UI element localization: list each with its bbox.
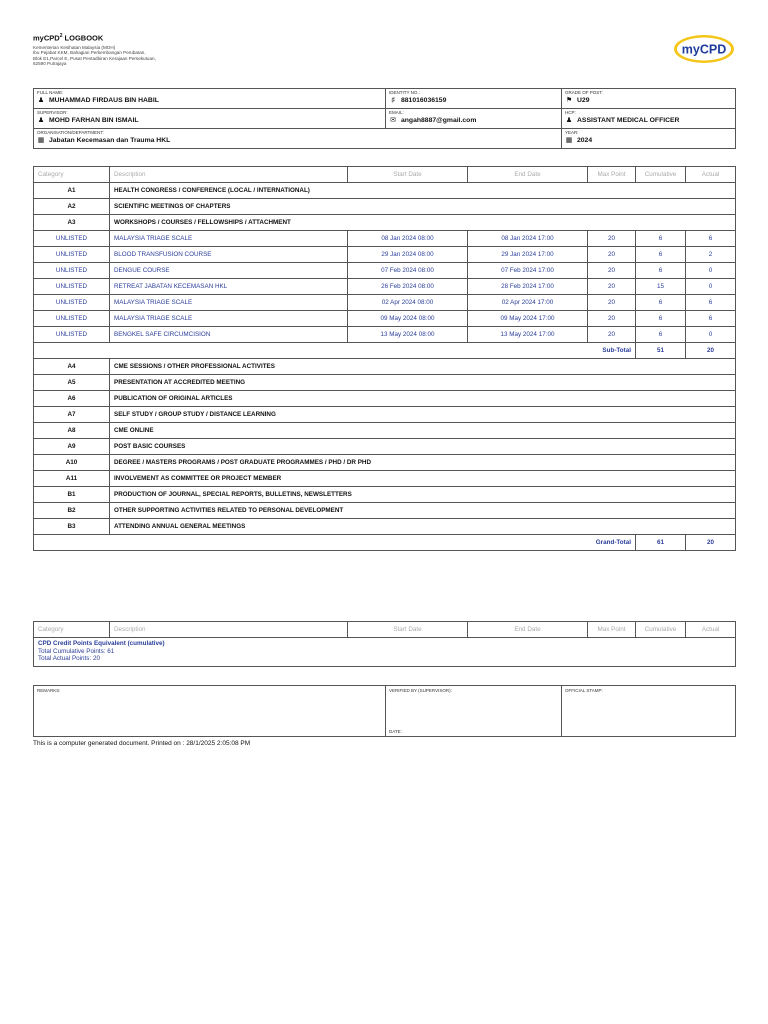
activity-end-date: 29 Jan 2024 17:00 — [468, 247, 588, 263]
activity-cumulative: 6 — [636, 263, 686, 279]
address-line: Ibu Pejabat KKM, Bahagian Perkembangan Perubatan, — [33, 50, 146, 56]
category-description: ATTENDING ANNUAL GENERAL MEETINGS — [110, 519, 736, 535]
grade-cell — [562, 89, 736, 109]
activity-max-point: 20 — [588, 263, 636, 279]
category-row — [34, 487, 736, 503]
category-description: CME ONLINE — [110, 423, 736, 439]
address-line: 62590 Putrajaya — [33, 61, 67, 67]
activity-start-date: 13 May 2024 08:00 — [348, 327, 468, 343]
activity-end-date: 28 Feb 2024 17:00 — [468, 279, 588, 295]
activity-max-point: 20 — [588, 295, 636, 311]
col-header-description: Description — [110, 622, 348, 638]
col-header-description: Description — [110, 167, 348, 183]
grandtotal-actual: 20 — [686, 535, 736, 551]
full-name-label: FULL NAME: — [37, 90, 64, 95]
hcp-cell — [562, 109, 736, 129]
category-row — [34, 407, 736, 423]
category-row — [34, 519, 736, 535]
personal-info-table — [33, 88, 736, 149]
grade-value: U29 — [577, 97, 590, 104]
activity-cumulative: 15 — [636, 279, 686, 295]
address-line: Blok E1,Parcel E, Pusat Pentadbiran Kerajaan Persekutuan, — [33, 55, 156, 61]
organisation-value: Jabatan Kecemasan dan Trauma HKL — [49, 137, 171, 144]
stamp-cell — [562, 686, 736, 737]
activity-category: UNLISTED — [34, 327, 110, 343]
activity-start-date: 02 Apr 2024 08:00 — [348, 295, 468, 311]
category-row — [34, 183, 736, 199]
col-header-actual: Actual — [686, 167, 736, 183]
mycpd-logo — [673, 34, 735, 64]
activity-category: UNLISTED — [34, 263, 110, 279]
col-header-cumulative: Cumulative — [636, 167, 686, 183]
category-description: OTHER SUPPORTING ACTIVITIES RELATED TO PERSONAL DEVELOPMENT — [110, 503, 736, 519]
year-value: 2024 — [577, 137, 593, 144]
category-code: A3 — [34, 215, 110, 231]
remarks-cell — [34, 686, 386, 737]
year-label: YEAR: — [565, 130, 579, 135]
col-header-end-date: End Date — [468, 622, 588, 638]
activity-description: DENGUE COURSE — [110, 263, 348, 279]
category-row — [34, 391, 736, 407]
building-icon: ▦ — [37, 137, 45, 144]
activity-row — [34, 327, 736, 343]
activity-category: UNLISTED — [34, 311, 110, 327]
activity-actual: 6 — [686, 231, 736, 247]
activity-actual: 6 — [686, 295, 736, 311]
grade-label: GRADE OF POST: — [565, 90, 603, 95]
activity-max-point: 20 — [588, 231, 636, 247]
col-header-max-point: Max Point — [588, 167, 636, 183]
col-header-actual: Actual — [686, 622, 736, 638]
subtotal-cumulative: 51 — [636, 343, 686, 359]
activity-end-date: 13 May 2024 17:00 — [468, 327, 588, 343]
flag-icon: ⚑ — [565, 97, 573, 104]
category-code: A2 — [34, 199, 110, 215]
category-code: A8 — [34, 423, 110, 439]
col-header-category: Category — [34, 167, 110, 183]
person-icon: ♟ — [565, 117, 573, 124]
category-code: A6 — [34, 391, 110, 407]
category-code: A11 — [34, 471, 110, 487]
category-code: A5 — [34, 375, 110, 391]
activity-row — [34, 263, 736, 279]
full-name-value: MUHAMMAD FIRDAUS BIN HABIL — [49, 97, 159, 104]
category-code: B1 — [34, 487, 110, 503]
activity-description: BLOOD TRANSFUSION COURSE — [110, 247, 348, 263]
subtotal-label: Sub-Total — [34, 343, 636, 359]
verified-label: VERIFIED BY (SUPERVISOR): — [389, 688, 452, 693]
total-actual-points: Total Actual Points: 20 — [38, 655, 100, 662]
activity-row — [34, 279, 736, 295]
activity-max-point: 20 — [588, 279, 636, 295]
grandtotal-label: Grand-Total — [34, 535, 636, 551]
category-description: SELF STUDY / GROUP STUDY / DISTANCE LEARNING — [110, 407, 736, 423]
ministry-address — [33, 45, 233, 67]
activity-row — [34, 231, 736, 247]
calendar-icon: ▦ — [565, 137, 573, 144]
organisation-cell — [34, 129, 562, 149]
date-label: DATE: — [389, 729, 402, 734]
col-header-cumulative: Cumulative — [636, 622, 686, 638]
key-icon: ♯ — [391, 97, 395, 104]
col-header-end-date: End Date — [468, 167, 588, 183]
activity-category: UNLISTED — [34, 279, 110, 295]
category-description: SCIENTIFIC MEETINGS OF CHAPTERS — [110, 199, 736, 215]
activity-description: MALAYSIA TRIAGE SCALE — [110, 311, 348, 327]
activity-max-point: 20 — [588, 327, 636, 343]
activity-start-date: 09 May 2024 08:00 — [348, 311, 468, 327]
category-row — [34, 503, 736, 519]
category-description: POST BASIC COURSES — [110, 439, 736, 455]
activity-start-date: 29 Jan 2024 08:00 — [348, 247, 468, 263]
category-code: A4 — [34, 359, 110, 375]
activity-max-point: 20 — [588, 247, 636, 263]
email-cell — [386, 109, 562, 129]
cpd-summary-cell — [34, 638, 736, 667]
activity-description: RETREAT JABATAN KECEMASAN HKL — [110, 279, 348, 295]
activity-cumulative: 6 — [636, 231, 686, 247]
activity-row — [34, 247, 736, 263]
category-description: HEALTH CONGRESS / CONFERENCE (LOCAL / INTERNATIONAL) — [110, 183, 736, 199]
total-cumulative-points: Total Cumulative Points: 61 — [38, 647, 115, 655]
cpd-summary-title: CPD Credit Points Equivalent (cumulative) — [38, 640, 165, 647]
organisation-label: ORGANISATION/DEPARTMENT: — [37, 130, 104, 135]
person-icon: ♟ — [37, 97, 45, 104]
cpd-summary-table — [33, 621, 736, 667]
activity-category: UNLISTED — [34, 231, 110, 247]
svg-text:myCPD: myCPD — [681, 42, 727, 57]
category-description: DEGREE / MASTERS PROGRAMS / POST GRADUATE PROGRAMMES / PHD / DR PHD — [110, 455, 736, 471]
activity-max-point: 20 — [588, 311, 636, 327]
grandtotal-cumulative: 61 — [636, 535, 686, 551]
activity-category: UNLISTED — [34, 295, 110, 311]
printed-on-footer: This is a computer generated document. Printed on : 28/1/2025 2:05:08 PM — [33, 740, 251, 747]
activity-end-date: 08 Jan 2024 17:00 — [468, 231, 588, 247]
activity-description: BENGKEL SAFE CIRCUMCISION — [110, 327, 348, 343]
activity-actual: 6 — [686, 311, 736, 327]
category-description: INVOLVEMENT AS COMMITTEE OR PROJECT MEMBER — [110, 471, 736, 487]
supervisor-value: MOHD FARHAN BIN ISMAIL — [49, 117, 139, 124]
col-header-category: Category — [34, 622, 110, 638]
activity-start-date: 26 Feb 2024 08:00 — [348, 279, 468, 295]
hcp-label: HCP: — [565, 110, 576, 115]
subtotal-actual: 20 — [686, 343, 736, 359]
category-code: A10 — [34, 455, 110, 471]
activity-end-date: 07 Feb 2024 17:00 — [468, 263, 588, 279]
activity-end-date: 02 Apr 2024 17:00 — [468, 295, 588, 311]
activity-actual: 0 — [686, 327, 736, 343]
remarks-label: REMARKS: — [37, 688, 61, 693]
activity-cumulative: 6 — [636, 247, 686, 263]
address-line: Kementerian Kesihatan Malaysia (MOH) — [33, 45, 116, 50]
category-description: PUBLICATION OF ORIGINAL ARTICLES — [110, 391, 736, 407]
official-stamp-label: OFFICIAL STAMP: — [565, 688, 603, 693]
activity-cumulative: 6 — [636, 327, 686, 343]
category-code: A1 — [34, 183, 110, 199]
activity-actual: 0 — [686, 263, 736, 279]
verified-cell — [386, 686, 562, 737]
category-code: A7 — [34, 407, 110, 423]
activity-description: MALAYSIA TRIAGE SCALE — [110, 231, 348, 247]
category-row — [34, 423, 736, 439]
activity-start-date: 07 Feb 2024 08:00 — [348, 263, 468, 279]
identity-label: IDENTITY NO.: — [389, 90, 420, 95]
activities-table — [33, 166, 736, 551]
supervisor-cell — [34, 109, 386, 129]
activity-cumulative: 6 — [636, 311, 686, 327]
subtotal-row — [34, 343, 736, 359]
envelope-icon: ✉ — [390, 117, 396, 124]
category-row — [34, 199, 736, 215]
activity-actual: 2 — [686, 247, 736, 263]
grandtotal-row — [34, 535, 736, 551]
category-row — [34, 359, 736, 375]
category-code: A9 — [34, 439, 110, 455]
person-icon: ♟ — [37, 117, 45, 124]
category-code: B2 — [34, 503, 110, 519]
category-row — [34, 455, 736, 471]
col-header-start-date: Start Date — [348, 167, 468, 183]
activity-row — [34, 311, 736, 327]
activity-cumulative: 6 — [636, 295, 686, 311]
activity-start-date: 08 Jan 2024 08:00 — [348, 231, 468, 247]
category-row — [34, 439, 736, 455]
activity-end-date: 09 May 2024 17:00 — [468, 311, 588, 327]
activity-category: UNLISTED — [34, 247, 110, 263]
col-header-max-point: Max Point — [588, 622, 636, 638]
category-row — [34, 471, 736, 487]
activity-description: MALAYSIA TRIAGE SCALE — [110, 295, 348, 311]
category-code: B3 — [34, 519, 110, 535]
category-description: PRESENTATION AT ACCREDITED MEETING — [110, 375, 736, 391]
category-description: WORKSHOPS / COURSES / FELLOWSHIPS / ATTACHMENT — [110, 215, 736, 231]
year-cell — [562, 129, 736, 149]
category-row — [34, 215, 736, 231]
email-label: EMAIL: — [389, 110, 404, 115]
full-name-cell — [34, 89, 386, 109]
supervisor-label: SUPERVISOR: — [37, 110, 68, 115]
email-value: angah8887@gmail.com — [401, 117, 477, 124]
identity-value: 881016036159 — [401, 97, 447, 104]
document-title: myCPD$^2$ LOGBOOK — [33, 33, 104, 43]
category-row — [34, 375, 736, 391]
identity-cell — [386, 89, 562, 109]
hcp-value: ASSISTANT MEDICAL OFFICER — [577, 117, 680, 124]
activity-actual: 0 — [686, 279, 736, 295]
remarks-table — [33, 685, 736, 737]
category-description: CME SESSIONS / OTHER PROFESSIONAL ACTIVITES — [110, 359, 736, 375]
category-description: PRODUCTION OF JOURNAL, SPECIAL REPORTS, BULLETINS, NEWSLETTERS — [110, 487, 736, 503]
col-header-start-date: Start Date — [348, 622, 468, 638]
activity-row — [34, 295, 736, 311]
